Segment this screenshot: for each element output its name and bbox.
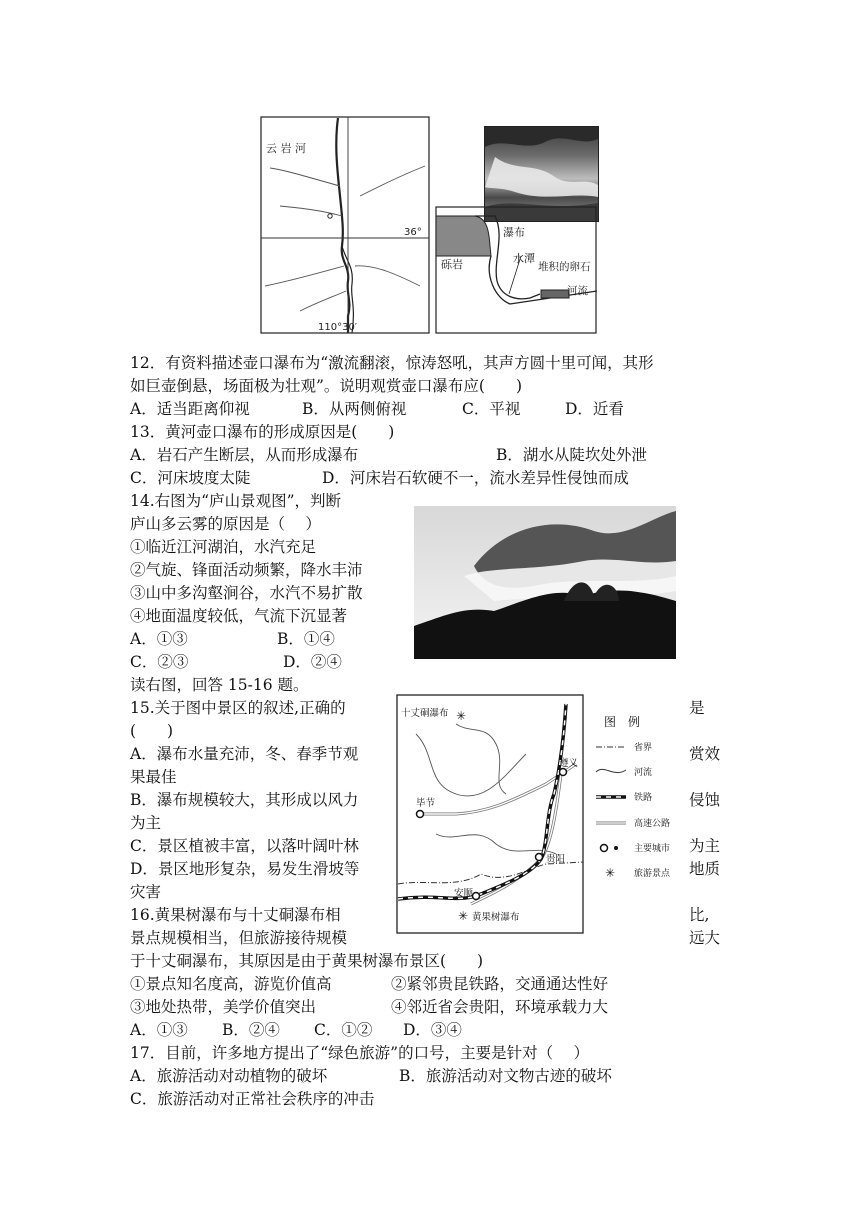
q13-option-a: A．岩石产生断层，从而形成瀑布 xyxy=(130,446,359,464)
lushan-landscape-photo xyxy=(414,506,676,659)
map-label-lon: 110°30′ xyxy=(318,322,358,333)
q16-option-b: B．②④ xyxy=(222,1021,280,1039)
legend-title: 图 例 xyxy=(604,715,641,729)
q12-option-d: D．近看 xyxy=(565,400,624,418)
hukou-topo-map xyxy=(260,116,430,334)
map-place-huangguoshu: 黄果树瀑布 xyxy=(472,912,520,923)
guizhou-scenic-map xyxy=(396,694,584,934)
q14-stem-line1: 14.右图为“庐山景观图”，判断 xyxy=(130,492,341,510)
diag-label-rock: 砾岩 xyxy=(441,258,463,271)
q15-line2: ( ) xyxy=(130,722,174,740)
q16-line1-right: 比, xyxy=(689,906,710,924)
q17-option-a: A．旅游活动对动植物的破坏 xyxy=(130,1067,328,1085)
legend-item-boundary: 省界 xyxy=(634,743,653,753)
q15-line1-left: 15.关于图中景区的叙述,正确的 xyxy=(130,699,346,717)
q15-option-c-right: 为主 xyxy=(689,837,721,855)
q14-option-a: A．①③ xyxy=(130,630,188,648)
legend-item-railway: 铁路 xyxy=(634,793,653,803)
q17-option-b: B．旅游活动对文物古迹的破坏 xyxy=(399,1067,612,1085)
diag-label-waterfall: 瀑布 xyxy=(503,226,525,239)
q16-option-d: D．③④ xyxy=(403,1021,462,1039)
q15-line1-right: 是 xyxy=(689,699,705,717)
q15-option-a-cont: 果最佳 xyxy=(130,768,177,786)
q16-line3: 于十丈硐瀑布，其原因是由于黄果树瀑布景区( ) xyxy=(130,952,484,970)
q14-item-3: ③山中多沟壑涧谷，水汽不易扩散 xyxy=(130,584,363,602)
waterfall-profile-diagram xyxy=(435,206,597,334)
map-place-guiyang: 贵阳 xyxy=(546,854,566,865)
q16-option-c: C．①② xyxy=(314,1021,373,1039)
q16-line2-left: 景点规模相当，但旅游接待规模 xyxy=(130,929,348,947)
svg-text:✳: ✳ xyxy=(458,909,469,923)
q14-option-d: D．②④ xyxy=(283,653,342,671)
read-prompt: 读右图，回答 15-16 题。 xyxy=(130,676,309,694)
q16-item-1: ①景点知名度高，游览价值高 xyxy=(130,975,332,993)
q14-item-2: ②气旋、锋面活动频繁，降水丰沛 xyxy=(130,561,363,579)
q15-option-a-right: 赏效 xyxy=(689,745,721,763)
q15-option-d-right: 地质 xyxy=(689,860,721,878)
q13-option-d: D．河床岩石软硬不一，流水差异性侵蚀而成 xyxy=(322,469,629,487)
map-label-lat: 36° xyxy=(404,227,422,238)
q14-option-b: B．①④ xyxy=(277,630,335,648)
q15-option-b-cont: 为主 xyxy=(130,814,162,832)
diag-label-river: 河流 xyxy=(567,285,588,297)
svg-text:✳: ✳ xyxy=(456,709,467,723)
q12-option-b: B．从两侧俯视 xyxy=(302,400,407,418)
map-legend xyxy=(594,712,689,887)
q12-option-c: C．平视 xyxy=(462,400,521,418)
map-place-bijie: 毕节 xyxy=(416,798,436,809)
map-place-zunyi: 遵义 xyxy=(559,758,579,769)
q16-item-2: ②紧邻贵昆铁路，交通通达性好 xyxy=(391,975,609,993)
svg-text:✳: ✳ xyxy=(605,866,616,880)
q15-option-c-left: C．景区植被丰富，以落叶阔叶林 xyxy=(130,837,359,855)
q13-option-c: C．河床坡度太陡 xyxy=(130,469,251,487)
q16-option-a: A．①③ xyxy=(130,1021,188,1039)
q14-item-1: ①临近江河湖泊，水汽充足 xyxy=(130,538,317,556)
q12-stem-line2: 如巨壶倒悬，场面极为壮观”。说明观赏壶口瀑布应( ) xyxy=(130,377,523,395)
map-place-shizhang: 十丈硐瀑布 xyxy=(401,708,449,719)
q14-item-4: ④地面温度较低，气流下沉显著 xyxy=(130,607,348,625)
q16-line2-right: 远大 xyxy=(689,929,721,947)
map-label-river: 云 岩 河 xyxy=(266,142,306,155)
q12-option-a: A．适当距离仰视 xyxy=(130,400,250,418)
q15-option-d-cont: 灾害 xyxy=(130,883,162,901)
legend-item-city: 主要城市 xyxy=(634,844,671,854)
q16-item-3: ③地处热带，美学价值突出 xyxy=(130,998,317,1016)
q15-option-b-right: 侵蚀 xyxy=(689,791,721,809)
legend-item-scenic: 旅游景点 xyxy=(634,869,671,879)
q14-stem-line2: 庐山多云雾的原因是（ ） xyxy=(130,515,321,533)
legend-item-highway: 高速公路 xyxy=(634,819,671,829)
diag-label-pool: 水潭 xyxy=(513,252,535,265)
q15-option-b-left: B．瀑布规模较大，其形成以风力 xyxy=(130,791,359,809)
q13-option-b: B．湖水从陡坎处外泄 xyxy=(496,446,647,464)
q14-option-c: C．②③ xyxy=(130,653,189,671)
q15-option-d-left: D．景区地形复杂，易发生滑坡等 xyxy=(130,860,360,878)
diag-label-pebbles: 堆积的卵石 xyxy=(538,261,591,273)
map-place-anshun: 安顺 xyxy=(454,888,474,899)
q17-stem: 17．目前，许多地方提出了“绿色旅游”的口号，主要是针对（ ） xyxy=(130,1044,590,1062)
q16-line1-left: 16.黄果树瀑布与十丈硐瀑布相 xyxy=(130,906,341,924)
q16-item-4: ④邻近省会贵阳，环境承载力大 xyxy=(391,998,609,1016)
q15-option-a-left: A．瀑布水量充沛，冬、春季节观 xyxy=(130,745,359,763)
q12-stem-line1: 12．有资料描述壶口瀑布为“激流翻滚，惊涛怒吼，其声方圆十里可闻，其形 xyxy=(130,354,654,372)
q13-stem: 13．黄河壶口瀑布的形成原因是( ) xyxy=(130,423,395,441)
q17-option-c: C．旅游活动对正常社会秩序的冲击 xyxy=(130,1090,375,1108)
legend-item-river: 河流 xyxy=(634,768,653,778)
